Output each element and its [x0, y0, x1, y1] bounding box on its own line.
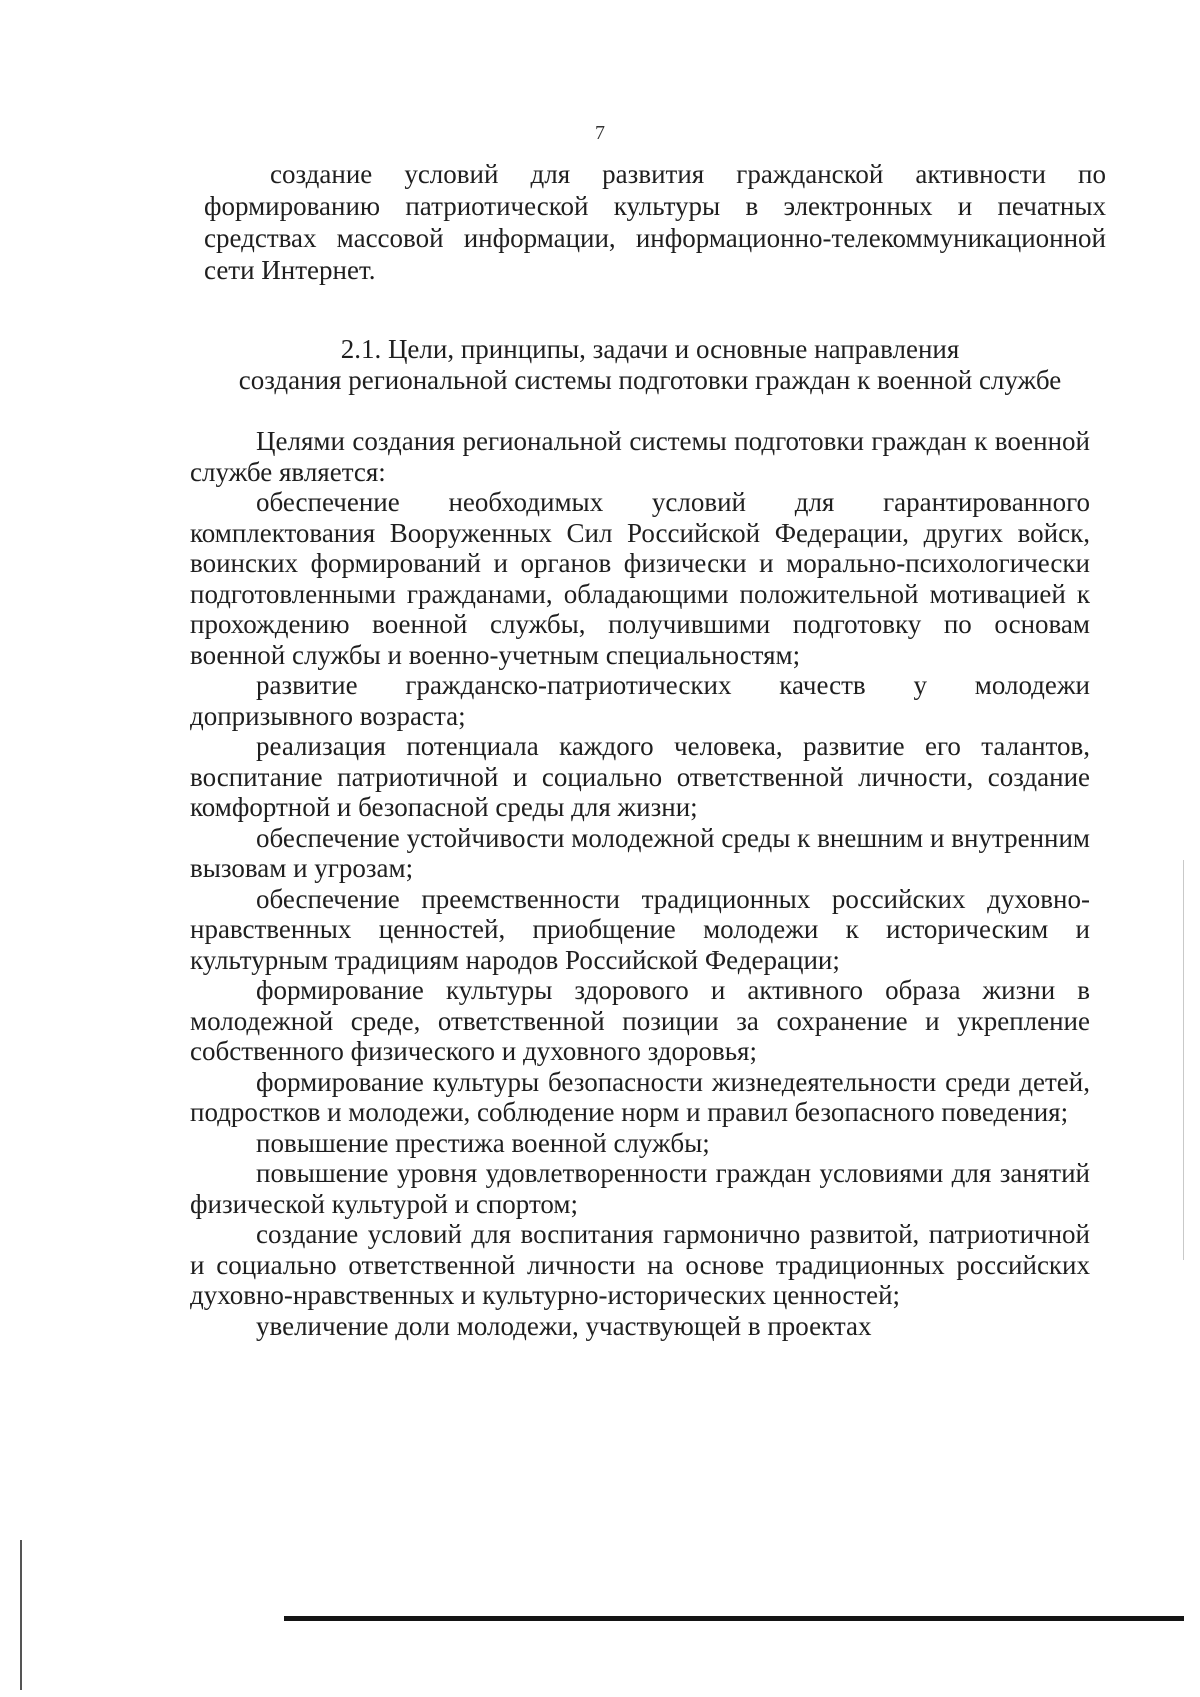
body-paragraph: формирование культуры здорового и активного образа жизни в молодежной среде, ответственной позиции за сохранение и укрепление собственного физического и духовного здоровья;	[190, 975, 1090, 1066]
scan-artifact-bottom-line	[284, 1616, 1184, 1621]
body-paragraph: обеспечение преемственности традиционных российских духовно-нравственных ценностей, приобщение молодежи к историческим и культурным традициям народов Российской Федерации;	[190, 883, 1090, 975]
intro-paragraph: создание условий для развития гражданской активности по формированию патриотической культуры в электронных и печатных средствах массовой информации, информационно-телекоммуникационной сети Интернет.	[204, 159, 1106, 285]
body-paragraph: формирование культуры безопасности жизнедеятельности среди детей, подростков и молодежи, соблюдение норм и правил безопасного поведения;	[190, 1066, 1090, 1127]
body-paragraph: создание условий для воспитания гармонично развитой, патриотичной и социально ответственной личности на основе традиционных российских духовно-нравственных и культурно-исторических ценностей;	[190, 1219, 1090, 1310]
body-paragraph: обеспечение устойчивости молодежной среды к внешним и внутренним вызовам и угрозам;	[190, 822, 1090, 883]
scan-artifact-right-line	[1183, 860, 1184, 1260]
body-paragraph: реализация потенциала каждого человека, развитие его талантов, воспитание патриотичной и социально ответственной личности, создание комфортной и безопасной среды для жизни;	[190, 731, 1090, 822]
body-paragraph: повышение престижа военной службы;	[256, 1127, 710, 1158]
intro-text	[204, 158, 1106, 286]
scan-artifact-left-line	[20, 1540, 22, 1690]
section-heading	[190, 334, 1110, 396]
section-body	[190, 426, 1090, 1341]
body-paragraph: обеспечение необходимых условий для гарантированного комплектования Вооруженных Сил Российской Федерации, других войск, воинских формирований и органов физически и морально-психологически подготовленными гражданами, обладающими положительной мотивацией к прохождению военной службы, получившими подготовку по основам военной службы и военно-учетным специальностям;	[190, 487, 1090, 670]
body-paragraph: повышение уровня удовлетворенности граждан условиями для занятий физической культурой и спортом;	[190, 1158, 1090, 1219]
body-paragraph: Целями создания региональной системы подготовки граждан к военной службе является:	[190, 426, 1090, 487]
body-paragraph: увеличение доли молодежи, участвующей в проектах	[256, 1310, 872, 1341]
section-heading-line-1: 2.1. Цели, принципы, задачи и основные направления	[340, 334, 960, 364]
body-paragraph: развитие гражданско-патриотических качеств у молодежи допризывного возраста;	[190, 670, 1090, 731]
section-heading-line-2: создания региональной системы подготовки граждан к военной службе	[238, 365, 1062, 395]
page-number: 7	[595, 122, 605, 144]
